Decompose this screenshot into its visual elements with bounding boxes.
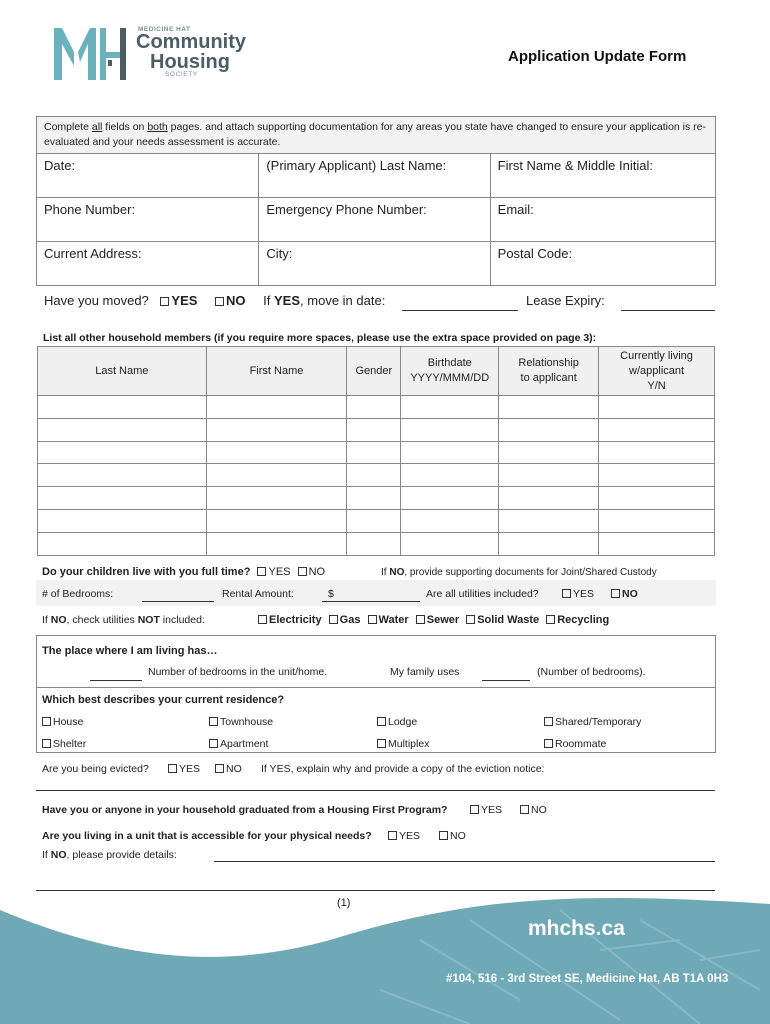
- first-name-field[interactable]: First Name & Middle Initial:: [497, 158, 653, 173]
- footer-website[interactable]: mhchs.ca: [528, 917, 625, 940]
- fields-row-2: [36, 198, 716, 242]
- footer-wave-background: [0, 880, 770, 1024]
- utilities-no-checkbox[interactable]: NO: [611, 588, 638, 600]
- residence-townhouse-checkbox[interactable]: Townhouse: [209, 716, 273, 728]
- utilities-question: Are all utilities included?: [426, 588, 539, 600]
- moved-yes-checkbox[interactable]: YES: [160, 293, 197, 308]
- residence-house-checkbox[interactable]: House: [42, 716, 83, 728]
- utility-sewer-checkbox[interactable]: Sewer: [416, 614, 459, 626]
- utility-electricity-checkbox[interactable]: Electricity: [258, 614, 322, 626]
- table-row[interactable]: [38, 418, 715, 441]
- utility-solid-waste-checkbox[interactable]: Solid Waste: [466, 614, 539, 626]
- children-yes-checkbox[interactable]: YES: [257, 566, 290, 578]
- fields-row-3: [36, 242, 716, 286]
- bedrooms-input[interactable]: [142, 601, 214, 602]
- household-members-table: [37, 346, 715, 556]
- date-field[interactable]: Date:: [37, 154, 259, 197]
- fields-row-1: [36, 154, 716, 198]
- lease-expiry-input[interactable]: [621, 310, 715, 311]
- moved-no-checkbox[interactable]: NO: [215, 293, 246, 308]
- moved-row: [44, 293, 385, 308]
- rental-amount-label: Rental Amount:: [222, 588, 294, 600]
- logo-community: Community: [136, 31, 246, 53]
- page-number: (1): [337, 897, 351, 909]
- family-uses-label: My family uses: [390, 666, 460, 678]
- evicted-no-checkbox[interactable]: NO: [215, 763, 242, 775]
- move-in-date-label: If YES, move in date:: [263, 293, 386, 308]
- bedrooms-label: # of Bedrooms:: [42, 588, 114, 600]
- unit-bedrooms-input[interactable]: [90, 680, 142, 681]
- city-field[interactable]: City:: [259, 242, 490, 285]
- logo-society: SOCIETY: [165, 71, 198, 78]
- housing-first-no-checkbox[interactable]: NO: [520, 804, 547, 816]
- custody-note: If NO, provide supporting documents for Joint/Shared Custody: [381, 567, 657, 578]
- logo-medicine-hat: MEDICINE HAT: [138, 26, 191, 33]
- residence-apartment-checkbox[interactable]: Apartment: [209, 738, 268, 750]
- housing-first-question: Have you or anyone in your household graduated from a Housing First Program?: [42, 804, 448, 816]
- evicted-yes-checkbox[interactable]: YES: [168, 763, 200, 775]
- accessible-yes-checkbox[interactable]: YES: [388, 830, 420, 842]
- phone-field[interactable]: Phone Number:: [37, 198, 259, 241]
- residence-roommate-checkbox[interactable]: Roommate: [544, 738, 606, 750]
- col-gender: Gender: [347, 347, 401, 396]
- col-relationship: Relationship to applicant: [499, 347, 599, 396]
- table-row[interactable]: [38, 441, 715, 464]
- moved-question: Have you moved?: [44, 293, 149, 308]
- children-row: [42, 566, 325, 578]
- table-row[interactable]: [38, 532, 715, 555]
- dollar-sign: $: [328, 588, 334, 600]
- residence-lodge-checkbox[interactable]: Lodge: [377, 716, 417, 728]
- last-name-field[interactable]: (Primary Applicant) Last Name:: [259, 154, 490, 197]
- col-living: Currently living w/applicant Y/N: [599, 347, 715, 396]
- form-title: Application Update Form: [508, 48, 687, 65]
- table-row[interactable]: [38, 509, 715, 532]
- residence-multiplex-checkbox[interactable]: Multiplex: [377, 738, 429, 750]
- utility-water-checkbox[interactable]: Water: [368, 614, 409, 626]
- utilities-not-label: If NO, check utilities NOT included:: [42, 614, 205, 626]
- accessible-details-input[interactable]: [214, 861, 715, 862]
- postal-code-field[interactable]: Postal Code:: [497, 246, 573, 261]
- rental-amount-input[interactable]: [322, 601, 420, 602]
- col-last-name: Last Name: [38, 347, 207, 396]
- evicted-question: Are you being evicted?: [42, 763, 149, 775]
- table-row[interactable]: [38, 396, 715, 419]
- footer-address: #104, 516 - 3rd Street SE, Medicine Hat, AB T1A 0H3: [446, 973, 729, 985]
- residence-shared-checkbox[interactable]: Shared/Temporary: [544, 716, 641, 728]
- utility-gas-checkbox[interactable]: Gas: [329, 614, 361, 626]
- accessible-no-checkbox[interactable]: NO: [439, 830, 466, 842]
- table-row[interactable]: [38, 487, 715, 510]
- evicted-explain-input[interactable]: [36, 790, 715, 791]
- place-title: The place where I am living has…: [42, 645, 218, 657]
- accessible-question: Are you living in a unit that is accessible for your physical needs?: [42, 830, 372, 842]
- family-bedrooms-input[interactable]: [482, 680, 530, 681]
- mh-logo-mark: [52, 22, 130, 82]
- instructions-box: Complete all fields on both pages. and attach supporting documentation for any areas you state have changed to ensure your application is re-evaluated and your needs assessment is accurate.: [36, 116, 716, 154]
- emergency-phone-field[interactable]: Emergency Phone Number:: [259, 198, 490, 241]
- accessible-details-label: If NO, please provide details:: [42, 849, 177, 861]
- address-field[interactable]: Current Address:: [37, 242, 259, 285]
- col-birthdate: Birthdate YYYY/MMM/DD: [401, 347, 499, 396]
- col-first-name: First Name: [206, 347, 347, 396]
- housing-first-yes-checkbox[interactable]: YES: [470, 804, 502, 816]
- utilities-checkboxes: [258, 614, 609, 626]
- utility-recycling-checkbox[interactable]: Recycling: [546, 614, 609, 626]
- residence-title: Which best describes your current residence?: [42, 694, 285, 706]
- members-title: List all other household members (if you require more spaces, please use the extra space provided on page 3):: [43, 332, 597, 344]
- logo-housing: Housing: [150, 51, 230, 73]
- table-row[interactable]: [38, 464, 715, 487]
- lease-expiry-label: Lease Expiry:: [526, 293, 605, 308]
- residence-shelter-checkbox[interactable]: Shelter: [42, 738, 86, 750]
- move-in-date-input[interactable]: [402, 310, 518, 311]
- email-field[interactable]: Email:: [497, 202, 534, 217]
- children-question: Do your children live with you full time?: [42, 566, 251, 578]
- unit-bedrooms-label: Number of bedrooms in the unit/home.: [148, 666, 328, 678]
- utilities-yes-checkbox[interactable]: YES: [562, 588, 594, 600]
- evicted-explain-label: If YES, explain why and provide a copy of the eviction notice:: [261, 763, 545, 775]
- number-bedrooms-label: (Number of bedrooms).: [537, 666, 646, 678]
- children-no-checkbox[interactable]: NO: [298, 566, 326, 578]
